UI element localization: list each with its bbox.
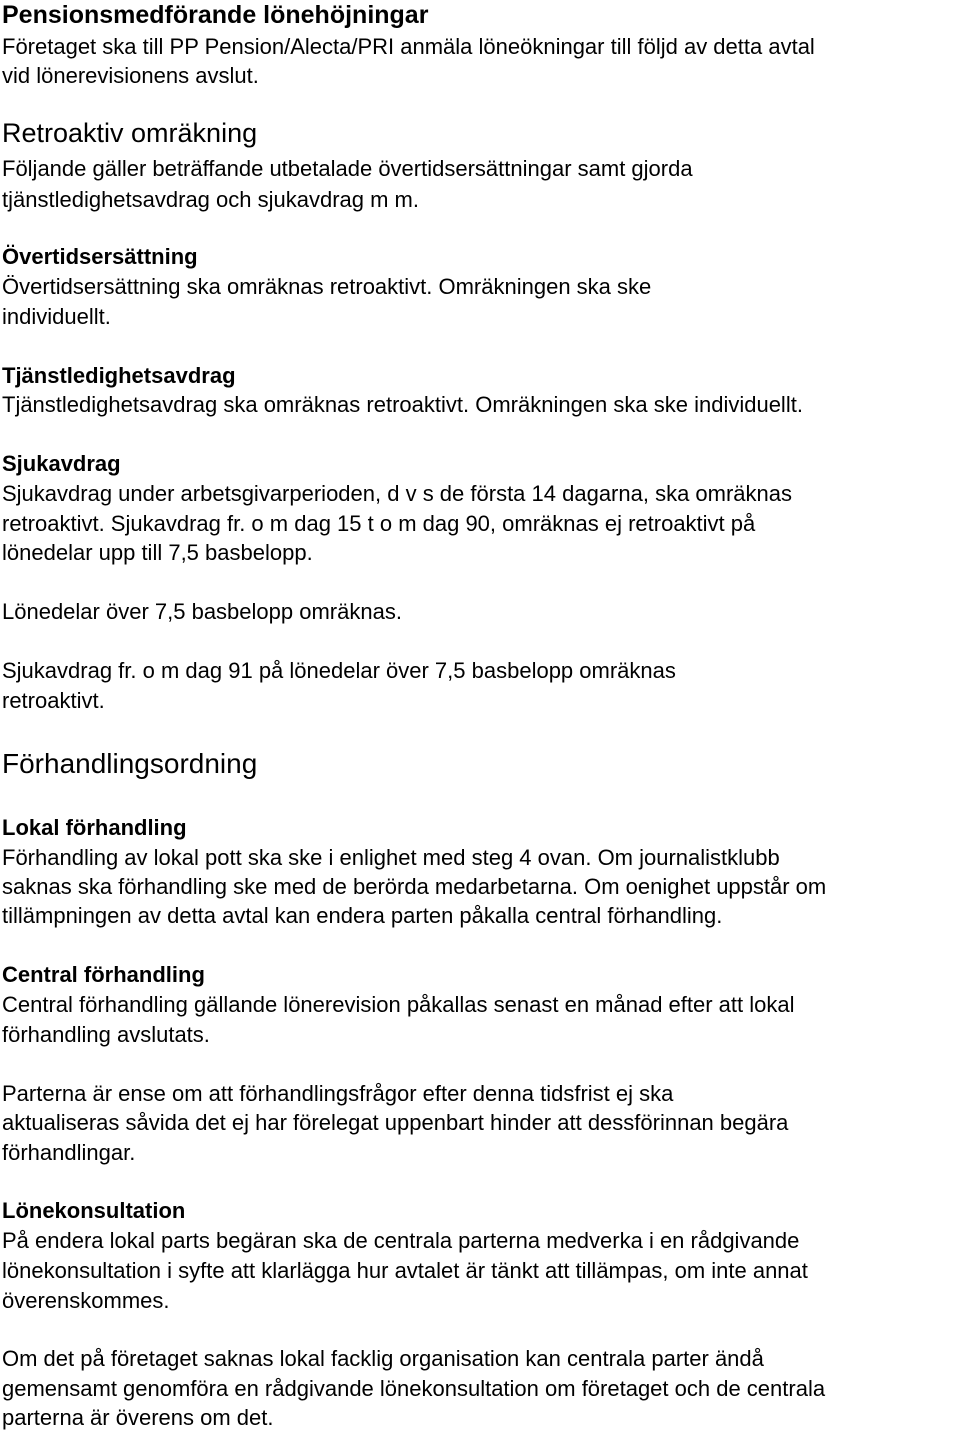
paragraph-line: Följande gäller beträffande utbetalade övertidsersättningar samt gjorda <box>2 156 693 181</box>
paragraph-line: aktualiseras såvida det ej har förelegat uppenbart hinder att dessförinnan begära <box>2 1110 789 1135</box>
heading-central-forhandling: Central förhandling <box>2 962 205 987</box>
heading-tjanstledighet: Tjänstledighetsavdrag <box>2 363 236 388</box>
heading-sjukavdrag: Sjukavdrag <box>2 451 121 476</box>
paragraph-line: lönedelar upp till 7,5 basbelopp. <box>2 540 313 565</box>
paragraph-line: överenskommes. <box>2 1288 170 1313</box>
heading-pension: Pensionsmedförande lönehöjningar <box>2 1 429 29</box>
paragraph-line: Om det på företaget saknas lokal facklig organisation kan centrala parter ändå <box>2 1346 764 1371</box>
paragraph-line: Övertidsersättning ska omräknas retroaktivt. Omräkningen ska ske <box>2 274 652 299</box>
paragraph-line: På endera lokal parts begäran ska de centrala parterna medverka i en rådgivande <box>2 1228 800 1253</box>
heading-overtid: Övertidsersättning <box>2 244 198 269</box>
paragraph-line: tillämpningen av detta avtal kan endera parten påkalla central förhandling. <box>2 903 723 928</box>
heading-retroaktiv: Retroaktiv omräkning <box>2 118 258 148</box>
paragraph-line: förhandlingar. <box>2 1140 136 1165</box>
paragraph-line: Företaget ska till PP Pension/Alecta/PRI anmäla löneökningar till följd av detta avtal <box>2 34 815 59</box>
paragraph-line: parterna är överens om det. <box>2 1405 274 1430</box>
paragraph-line: individuellt. <box>2 304 111 329</box>
paragraph-line: Central förhandling gällande lönerevision påkallas senast en månad efter att lokal <box>2 992 795 1017</box>
paragraph-line: vid lönerevisionens avslut. <box>2 63 259 88</box>
paragraph-line: förhandling avslutats. <box>2 1022 210 1047</box>
paragraph-line: Förhandling av lokal pott ska ske i enlighet med steg 4 ovan. Om journalistklubb <box>2 845 780 870</box>
paragraph-line: gemensamt genomföra en rådgivande lönekonsultation om företaget och de centrala <box>2 1376 826 1401</box>
paragraph-line: Sjukavdrag fr. o m dag 91 på lönedelar över 7,5 basbelopp omräknas <box>2 658 676 683</box>
paragraph-line: retroaktivt. Sjukavdrag fr. o m dag 15 t o m dag 90, omräknas ej retroaktivt på <box>2 511 756 536</box>
paragraph-line: lönekonsultation i syfte att klarlägga hur avtalet är tänkt att tillämpas, om inte annat <box>2 1258 808 1283</box>
paragraph-line: Lönedelar över 7,5 basbelopp omräknas. <box>2 599 402 624</box>
paragraph-line: Sjukavdrag under arbetsgivarperioden, d v s de första 14 dagarna, ska omräknas <box>2 481 793 506</box>
heading-lonekonsultation: Lönekonsultation <box>2 1198 186 1223</box>
paragraph-line: tjänstledighetsavdrag och sjukavdrag m m. <box>2 187 419 212</box>
paragraph-line: Tjänstledighetsavdrag ska omräknas retroaktivt. Omräkningen ska ske individuellt. <box>2 392 803 417</box>
heading-lokal-forhandling: Lokal förhandling <box>2 815 187 840</box>
paragraph-line: Parterna är ense om att förhandlingsfrågor efter denna tidsfrist ej ska <box>2 1081 674 1106</box>
paragraph-line: saknas ska förhandling ske med de berörda medarbetarna. Om oenighet uppstår om <box>2 874 827 899</box>
paragraph-line: retroaktivt. <box>2 688 105 713</box>
heading-forhandlingsordning: Förhandlingsordning <box>2 748 258 779</box>
